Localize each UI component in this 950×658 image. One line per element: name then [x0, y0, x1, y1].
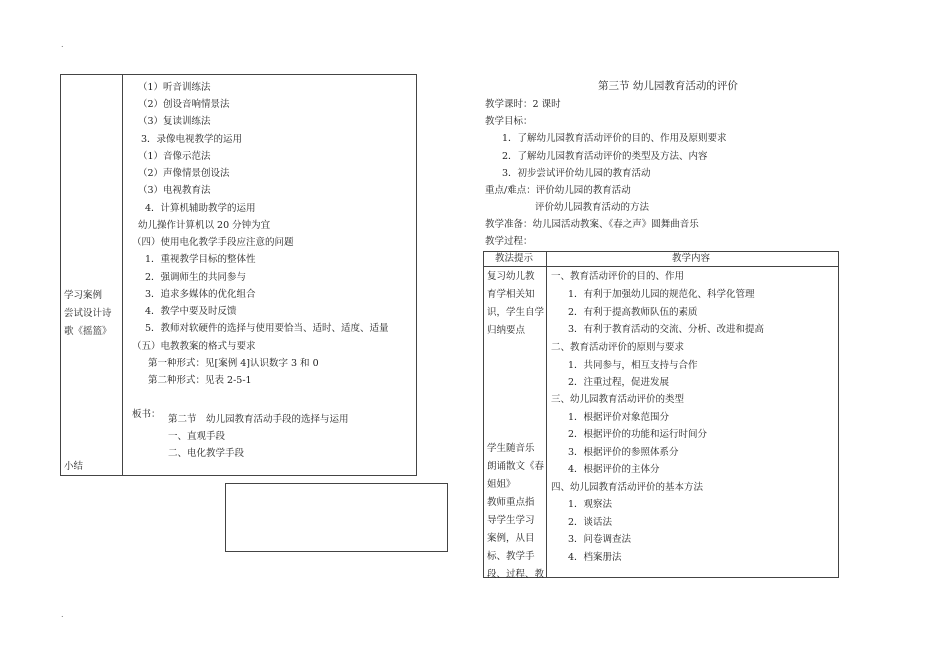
content-line: 四、幼儿园教育活动评价的基本方法: [551, 482, 704, 493]
content-line: （3）电视教育法: [138, 185, 211, 196]
hint-line: 复习幼儿教: [487, 271, 535, 282]
intro-line: 教学目标：: [485, 116, 533, 127]
content-line: 4．根据评价的主体分: [568, 464, 660, 475]
content-line: 4．档案册法: [568, 552, 622, 563]
content-line: 二、教育活动评价的原则与要求: [551, 342, 685, 353]
intro-line: 教学过程：: [485, 236, 533, 247]
content-line: 4．计算机辅助教学的运用: [145, 203, 256, 214]
board-line: 一、直观手段: [168, 431, 226, 442]
intro-line: 1．了解幼儿园教育活动评价的目的、作用及原则要求: [502, 133, 727, 144]
section-title: 第三节 幼儿园教育活动的评价: [598, 80, 738, 92]
content-line: 4．教学中要及时反馈: [145, 306, 237, 317]
hint-line: 朗诵散文《春: [487, 461, 545, 472]
content-line: 2．根据评价的功能和运行时间分: [568, 429, 708, 440]
hint-line: 学生随音乐: [487, 443, 535, 454]
content-line: （五）电教教案的格式与要求: [132, 341, 256, 352]
content-line: 3．追求多媒体的优化组合: [145, 289, 256, 300]
content-line: 第二种形式：见表 2-5-1: [148, 375, 252, 386]
board-line: 二、电化教学手段: [168, 448, 245, 459]
content-line: 3．录像电视教学的运用: [141, 134, 243, 145]
content-line: 1．观察法: [568, 499, 613, 510]
hint-line: 导学生学习: [487, 515, 535, 526]
content-line: 1．重视教学目标的整体性: [145, 254, 256, 265]
summary-label: 小结: [64, 461, 84, 472]
table-column-divider: [122, 75, 123, 475]
content-line: （2）创设音响情景法: [138, 99, 230, 110]
side-label: 尝试设计诗: [64, 308, 112, 319]
intro-line: 教学准备：幼儿园活动教案、《春之声》圆舞曲音乐: [485, 219, 699, 230]
content-line: 3．问卷调查法: [568, 534, 632, 545]
content-line: 一、教育活动评价的目的、作用: [551, 271, 685, 282]
side-label: 学习案例: [64, 290, 103, 301]
content-line: 1．根据评价对象范围分: [568, 412, 670, 423]
content-line: 2．强调师生的共同参与: [145, 272, 247, 283]
side-label: 歌《摇篮》: [64, 326, 112, 337]
content-line: （3）复读训练法: [138, 116, 211, 127]
hint-line: 姐姐》: [487, 479, 516, 490]
intro-line: 评价幼儿园教育活动的方法: [535, 202, 650, 213]
content-line: 2．有利于提高教师队伍的素质: [568, 307, 698, 318]
hint-line: 标、教学手: [487, 551, 535, 562]
hint-line: 教师重点指: [487, 497, 535, 508]
intro-line: 教学课时：2 课时: [485, 99, 561, 110]
content-line: 1．共同参与，相互支持与合作: [568, 360, 698, 371]
hint-line: 案例，从目: [487, 533, 535, 544]
board-label: 板书：: [132, 409, 161, 420]
content-line: 2．谈话法: [568, 517, 613, 528]
blackboard-box: [225, 483, 448, 552]
header-teaching-content: 教学内容: [672, 253, 711, 264]
content-line: 5．教师对软硬件的选择与使用要恰当、适时、适度、适量: [145, 323, 389, 334]
hint-line: 归纳要点: [487, 325, 526, 336]
content-line: 第一种形式：见[案例 4]认识数字 3 和 0: [148, 358, 319, 369]
content-line: （四）使用电化教学手段应注意的问题: [132, 237, 294, 248]
content-line: 1．有利于加强幼儿园的规范化、科学化管理: [568, 289, 755, 300]
content-line: 3．根据评价的参照体系分: [568, 447, 679, 458]
page-dot-top: .: [61, 40, 64, 49]
table-header-rule: [484, 266, 838, 267]
table-column-divider: [546, 252, 547, 577]
content-line: 2．注重过程，促进发展: [568, 377, 670, 388]
content-line: 三、幼儿园教育活动评价的类型: [551, 394, 685, 405]
intro-line: 重点/难点：评价幼儿园的教育活动: [485, 185, 631, 196]
content-line: 幼儿操作计算机以 20 分钟为宜: [138, 220, 271, 231]
content-line: （2）声像情景创设法: [138, 168, 230, 179]
intro-line: 3．初步尝试评价幼儿园的教育活动: [502, 168, 651, 179]
header-teaching-hints: 教法提示: [495, 253, 534, 264]
content-line: 3．有利于教育活动的交流、分析、改进和提高: [568, 324, 765, 335]
content-line: （1）音像示范法: [138, 151, 211, 162]
page-dot-bottom: .: [61, 610, 64, 619]
hint-line: 育学相关知: [487, 289, 535, 300]
board-line: 第二节 幼儿园教育活动手段的选择与运用: [168, 414, 349, 425]
hint-line: 段、过程、教: [487, 569, 545, 580]
content-line: （1）听音训练法: [138, 82, 211, 93]
intro-line: 2．了解幼儿园教育活动评价的类型及方法、内容: [502, 151, 708, 162]
hint-line: 识，学生自学: [487, 307, 545, 318]
